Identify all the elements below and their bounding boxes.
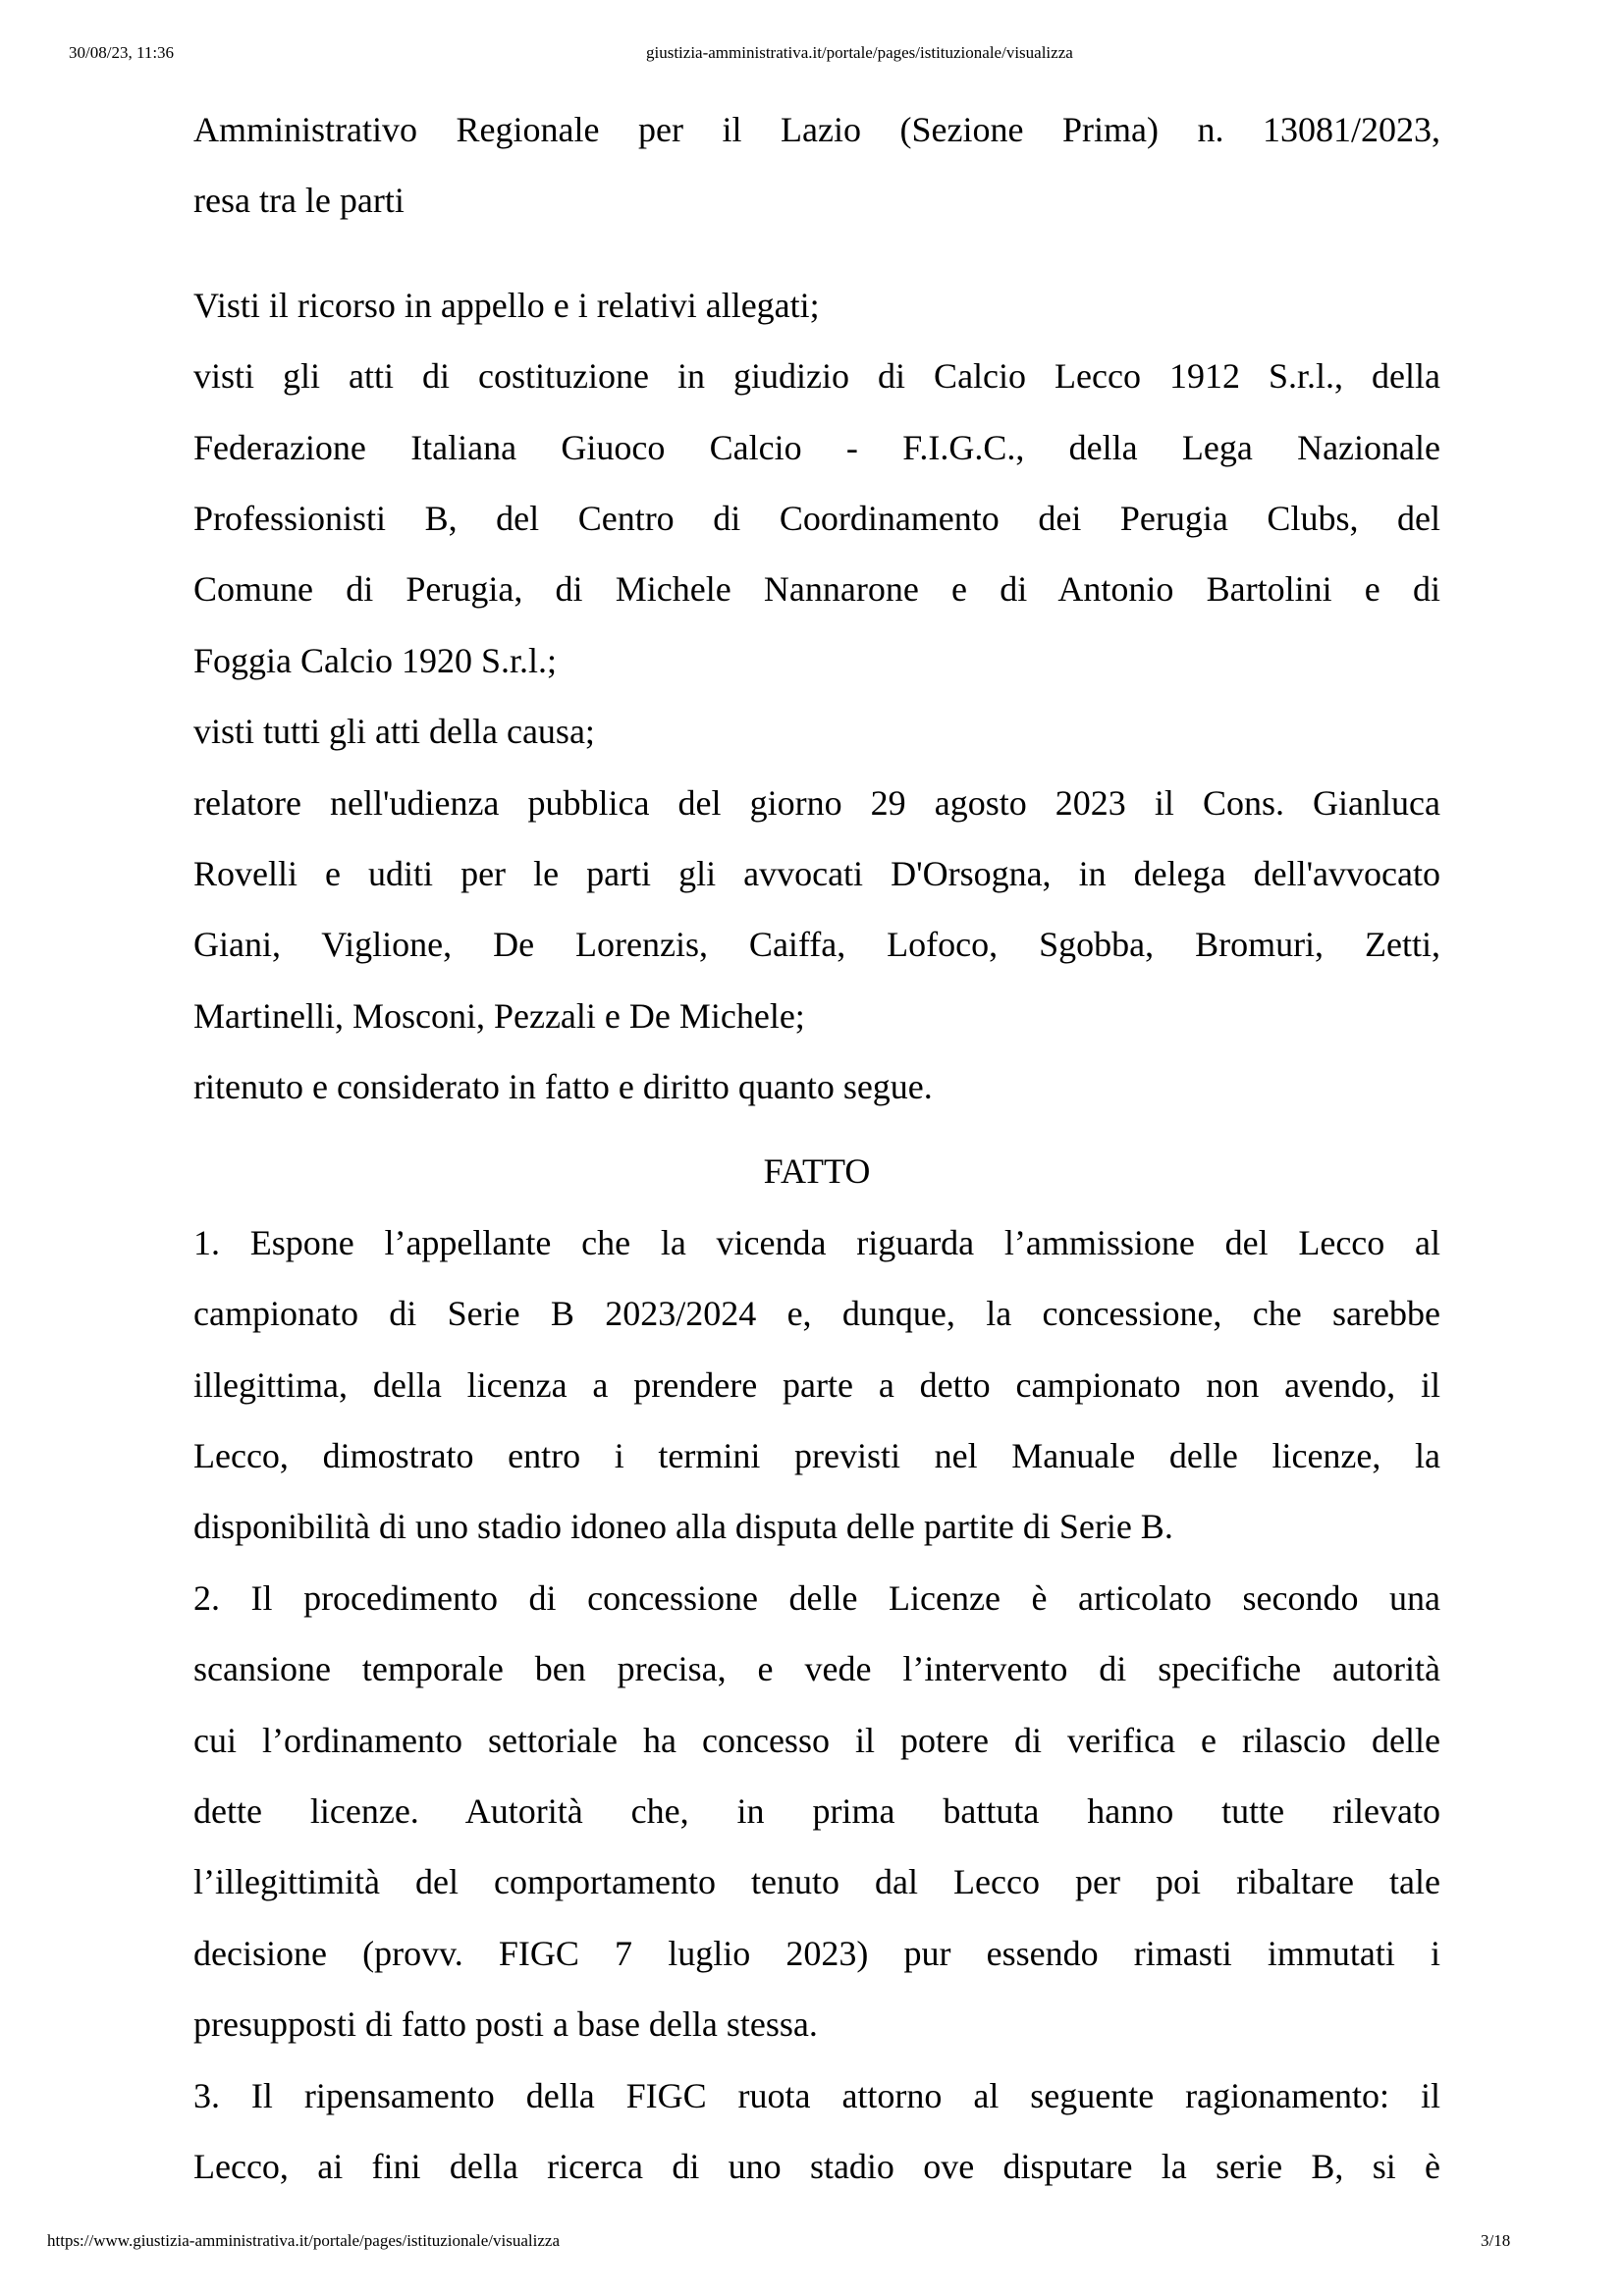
text-line: campionato di Serie B 2023/2024 e, dunque, la concessione, che sarebbe — [193, 1294, 1440, 1334]
text-line: cui l’ordinamento settoriale ha concesso il potere di verifica e rilascio delle — [193, 1720, 1440, 1760]
text-line: illegittima, della licenza a prendere parte a detto campionato non avendo, il — [193, 1364, 1440, 1405]
text-line: Foggia Calcio 1920 S.r.l.; — [193, 640, 558, 680]
text-line: Lecco, ai fini della ricerca di uno stadio ove disputare la serie B, si è — [193, 2146, 1440, 2186]
print-header-url: giustizia-amministrativa.it/portale/pages/istituzionale/visualizza — [646, 43, 1073, 62]
text-line: 1. Espone l’appellante che la vicenda riguarda l’ammissione del Lecco al — [193, 1222, 1440, 1262]
text-line: l’illegittimità del comportamento tenuto dal Lecco per poi ribaltare tale — [193, 1862, 1440, 1902]
text-line: scansione temporale ben precisa, e vede l’intervento di specifiche autorità — [193, 1649, 1440, 1689]
text-line: ritenuto e considerato in fatto e diritto quanto segue. — [193, 1067, 933, 1107]
text-line: presupposti di fatto posti a base della stessa. — [193, 2004, 818, 2045]
text-line: Lecco, dimostrato entro i termini previsti nel Manuale delle licenze, la — [193, 1436, 1440, 1476]
text-line: Professionisti B, del Centro di Coordinamento dei Perugia Clubs, del — [193, 498, 1440, 538]
text-line: visti tutti gli atti della causa; — [193, 712, 595, 752]
text-line: Visti il ricorso in appello e i relativi allegati; — [193, 285, 820, 325]
text-line: decisione (provv. FIGC 7 luglio 2023) pur essendo rimasti immutati i — [193, 1933, 1440, 1973]
text-line: visti gli atti di costituzione in giudizio di Calcio Lecco 1912 S.r.l., della — [193, 356, 1440, 397]
document-body — [193, 94, 1440, 2202]
text-line: Amministrativo Regionale per il Lazio (Sezione Prima) n. 13081/2023, — [193, 110, 1440, 149]
text-line: dette licenze. Autorità che, in prima battuta hanno tutte rilevato — [193, 1790, 1440, 1831]
text-line: Giani, Viglione, De Lorenzis, Caiffa, Lofoco, Sgobba, Bromuri, Zetti, — [193, 925, 1440, 965]
page-number: 3/18 — [1481, 2231, 1511, 2250]
text-line: resa tra le parti — [193, 181, 405, 221]
text-line: relatore nell'udienza pubblica del giorno 29 agosto 2023 il Cons. Gianluca — [193, 782, 1440, 823]
section-heading: FATTO — [763, 1151, 871, 1192]
text-line: Martinelli, Mosconi, Pezzali e De Michele; — [193, 995, 805, 1036]
text-line: Federazione Italiana Giuoco Calcio - F.I.G.C., della Lega Nazionale — [193, 427, 1440, 467]
print-footer-url: https://www.giustizia-amministrativa.it/portale/pages/istituzionale/visualizza — [47, 2231, 560, 2250]
text-line: disponibilità di uno stadio idoneo alla disputa delle partite di Serie B. — [193, 1507, 1173, 1547]
text-line: 2. Il procedimento di concessione delle Licenze è articolato secondo una — [193, 1577, 1440, 1618]
text-line: 3. Il ripensamento della FIGC ruota attorno al seguente ragionamento: il — [193, 2075, 1440, 2115]
text-line: Rovelli e uditi per le parti gli avvocati D'Orsogna, in delega dell'avvocato — [193, 853, 1440, 893]
text-line: Comune di Perugia, di Michele Nannarone e di Antonio Bartolini e di — [193, 569, 1440, 610]
print-timestamp: 30/08/23, 11:36 — [69, 43, 175, 62]
